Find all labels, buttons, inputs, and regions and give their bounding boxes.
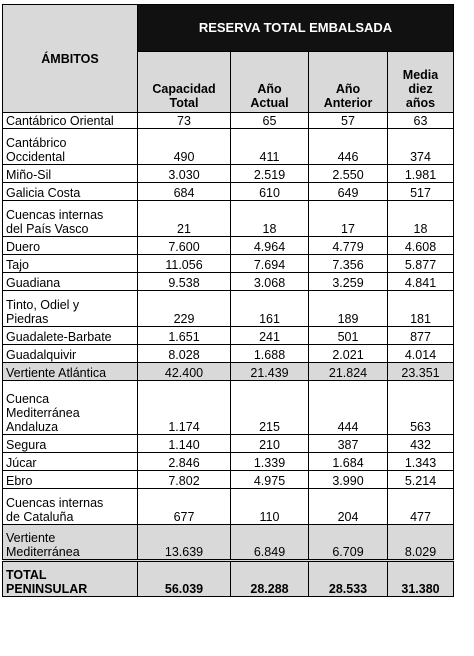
cell-ano-actual: 241 xyxy=(231,327,309,345)
row-name-line: Ebro xyxy=(6,474,33,488)
cell-ano-actual: 6.849 xyxy=(231,525,309,561)
cell-media-diez-anos: 23.351 xyxy=(388,363,454,381)
cell-ano-actual: 4.964 xyxy=(231,237,309,255)
row-name-line: Andaluza xyxy=(6,420,59,434)
row-name-line: Cantábrico xyxy=(6,136,67,150)
table-row xyxy=(3,201,454,237)
cell-capacidad-total: 2.846 xyxy=(138,453,231,471)
row-name-line: Mediterránea xyxy=(6,545,80,559)
cell-ano-actual: 21.439 xyxy=(231,363,309,381)
cell-ano-anterior: 6.709 xyxy=(309,525,388,561)
cell-ano-actual: 411 xyxy=(231,129,309,165)
cell-capacidad-total: 677 xyxy=(138,489,231,525)
cell-capacidad-total: 8.028 xyxy=(138,345,231,363)
row-name xyxy=(3,129,138,165)
column-header-ano-anterior xyxy=(309,52,388,113)
column-header-line: Media xyxy=(402,68,439,82)
cell-ano-anterior: 4.779 xyxy=(309,237,388,255)
cell-media-diez-anos: 5.877 xyxy=(388,255,454,273)
cell-capacidad-total: 9.538 xyxy=(138,273,231,291)
row-name-line: Guadalquivir xyxy=(6,348,77,362)
row-name-line: Piedras xyxy=(6,312,49,326)
cell-ano-actual: 1.339 xyxy=(231,453,309,471)
row-name xyxy=(3,327,138,345)
row-name xyxy=(3,381,138,435)
row-name xyxy=(3,453,138,471)
cell-ano-anterior: 7.356 xyxy=(309,255,388,273)
cell-media-diez-anos: 8.029 xyxy=(388,525,454,561)
reservoir-table-container xyxy=(2,4,454,597)
cell-capacidad-total: 11.056 xyxy=(138,255,231,273)
cell-capacidad-total: 684 xyxy=(138,183,231,201)
cell-ano-anterior: 2.021 xyxy=(309,345,388,363)
cell-capacidad-total: 21 xyxy=(138,201,231,237)
row-name-line: Galicia Costa xyxy=(6,186,81,200)
ambitos-header: ÁMBITOS xyxy=(3,5,138,113)
row-name xyxy=(3,345,138,363)
table-row xyxy=(3,471,454,489)
cell-media-diez-anos: 432 xyxy=(388,435,454,453)
reservoir-table xyxy=(2,4,454,597)
cell-ano-actual: 7.694 xyxy=(231,255,309,273)
cell-media-diez-anos: 1.343 xyxy=(388,453,454,471)
cell-capacidad-total: 1.174 xyxy=(138,381,231,435)
row-name-line: Júcar xyxy=(6,456,37,470)
row-name-line: Tajo xyxy=(6,258,29,272)
row-name-line: Occidental xyxy=(6,150,66,164)
cell-media-diez-anos: 563 xyxy=(388,381,454,435)
row-name-line: PENINSULAR xyxy=(6,582,88,596)
column-header-line: Anterior xyxy=(323,96,373,110)
cell-capacidad-total: 3.030 xyxy=(138,165,231,183)
cell-ano-anterior: 189 xyxy=(309,291,388,327)
row-name xyxy=(3,435,138,453)
table-row xyxy=(3,165,454,183)
subtotal-row xyxy=(3,363,454,381)
column-header-line: Actual xyxy=(250,96,289,110)
cell-ano-anterior: 3.259 xyxy=(309,273,388,291)
column-header-line: Año xyxy=(257,82,282,96)
row-name-line: de Cataluña xyxy=(6,510,74,524)
cell-capacidad-total: 490 xyxy=(138,129,231,165)
table-header xyxy=(3,5,454,113)
row-name xyxy=(3,165,138,183)
cell-capacidad-total: 1.651 xyxy=(138,327,231,345)
cell-ano-actual: 65 xyxy=(231,113,309,129)
row-name xyxy=(3,525,138,561)
column-header-line: años xyxy=(405,96,436,110)
column-header-line: Capacidad xyxy=(152,82,216,96)
row-name xyxy=(3,183,138,201)
cell-media-diez-anos: 181 xyxy=(388,291,454,327)
cell-ano-anterior: 444 xyxy=(309,381,388,435)
row-name-line: Cuencas internas xyxy=(6,208,104,222)
cell-ano-anterior: 2.550 xyxy=(309,165,388,183)
cell-ano-actual: 18 xyxy=(231,201,309,237)
row-name-line: del País Vasco xyxy=(6,222,89,236)
row-name xyxy=(3,273,138,291)
total-row xyxy=(3,561,454,597)
cell-ano-actual: 110 xyxy=(231,489,309,525)
table-row xyxy=(3,129,454,165)
row-name xyxy=(3,255,138,273)
cell-ano-anterior: 17 xyxy=(309,201,388,237)
table-row xyxy=(3,435,454,453)
cell-media-diez-anos: 4.841 xyxy=(388,273,454,291)
cell-ano-anterior: 1.684 xyxy=(309,453,388,471)
cell-capacidad-total: 42.400 xyxy=(138,363,231,381)
cell-ano-anterior: 28.533 xyxy=(309,561,388,597)
column-header-capacidad-total xyxy=(138,52,231,113)
cell-media-diez-anos: 31.380 xyxy=(388,561,454,597)
table-row xyxy=(3,255,454,273)
row-name-line: Miño-Sil xyxy=(6,168,52,182)
cell-ano-anterior: 57 xyxy=(309,113,388,129)
column-header-ano-actual xyxy=(231,52,309,113)
row-name xyxy=(3,201,138,237)
column-header-line: diez xyxy=(408,82,433,96)
cell-media-diez-anos: 4.608 xyxy=(388,237,454,255)
cell-capacidad-total: 1.140 xyxy=(138,435,231,453)
cell-media-diez-anos: 477 xyxy=(388,489,454,525)
table-row xyxy=(3,327,454,345)
cell-ano-actual: 4.975 xyxy=(231,471,309,489)
row-name-line: Cuenca xyxy=(6,392,50,406)
cell-ano-anterior: 501 xyxy=(309,327,388,345)
cell-media-diez-anos: 5.214 xyxy=(388,471,454,489)
cell-capacidad-total: 7.802 xyxy=(138,471,231,489)
table-row xyxy=(3,273,454,291)
table-row xyxy=(3,183,454,201)
cell-ano-anterior: 21.824 xyxy=(309,363,388,381)
table-row xyxy=(3,381,454,435)
row-name-line: TOTAL xyxy=(6,568,47,582)
row-name xyxy=(3,291,138,327)
cell-ano-anterior: 3.990 xyxy=(309,471,388,489)
column-header-media-diez-anos xyxy=(388,52,454,113)
column-header-line: Año xyxy=(335,82,361,96)
table-row xyxy=(3,291,454,327)
cell-ano-actual: 2.519 xyxy=(231,165,309,183)
table-body xyxy=(3,113,454,597)
cell-media-diez-anos: 4.014 xyxy=(388,345,454,363)
cell-media-diez-anos: 517 xyxy=(388,183,454,201)
cell-capacidad-total: 56.039 xyxy=(138,561,231,597)
cell-ano-actual: 210 xyxy=(231,435,309,453)
cell-ano-anterior: 649 xyxy=(309,183,388,201)
cell-media-diez-anos: 1.981 xyxy=(388,165,454,183)
cell-ano-anterior: 387 xyxy=(309,435,388,453)
cell-ano-actual: 28.288 xyxy=(231,561,309,597)
cell-ano-anterior: 446 xyxy=(309,129,388,165)
row-name-line: Mediterránea xyxy=(6,406,80,420)
row-name-line: Guadalete-Barbate xyxy=(6,330,112,344)
row-name xyxy=(3,237,138,255)
column-header-line: Total xyxy=(169,96,199,110)
row-name xyxy=(3,471,138,489)
group-title-header: RESERVA TOTAL EMBALSADA xyxy=(138,5,454,52)
cell-ano-actual: 610 xyxy=(231,183,309,201)
cell-capacidad-total: 229 xyxy=(138,291,231,327)
cell-ano-actual: 161 xyxy=(231,291,309,327)
cell-ano-anterior: 204 xyxy=(309,489,388,525)
table-row xyxy=(3,237,454,255)
row-name-line: Segura xyxy=(6,438,47,452)
cell-media-diez-anos: 63 xyxy=(388,113,454,129)
cell-media-diez-anos: 374 xyxy=(388,129,454,165)
row-name-line: Cuencas internas xyxy=(6,496,104,510)
table-row xyxy=(3,113,454,129)
row-name xyxy=(3,113,138,129)
cell-ano-actual: 215 xyxy=(231,381,309,435)
cell-capacidad-total: 73 xyxy=(138,113,231,129)
cell-ano-actual: 1.688 xyxy=(231,345,309,363)
row-name xyxy=(3,489,138,525)
cell-media-diez-anos: 18 xyxy=(388,201,454,237)
cell-ano-actual: 3.068 xyxy=(231,273,309,291)
row-name-line: Tinto, Odiel y xyxy=(6,298,80,312)
row-name-line: Vertiente Atlántica xyxy=(6,366,107,380)
table-row xyxy=(3,453,454,471)
row-name-line: Vertiente xyxy=(6,531,56,545)
row-name-line: Cantábrico Oriental xyxy=(6,114,114,128)
subtotal-row xyxy=(3,525,454,561)
cell-capacidad-total: 13.639 xyxy=(138,525,231,561)
row-name-line: Guadiana xyxy=(6,276,61,290)
cell-capacidad-total: 7.600 xyxy=(138,237,231,255)
row-name xyxy=(3,363,138,381)
cell-media-diez-anos: 877 xyxy=(388,327,454,345)
row-name xyxy=(3,561,138,597)
row-name-line: Duero xyxy=(6,240,41,254)
table-row xyxy=(3,489,454,525)
table-row xyxy=(3,345,454,363)
